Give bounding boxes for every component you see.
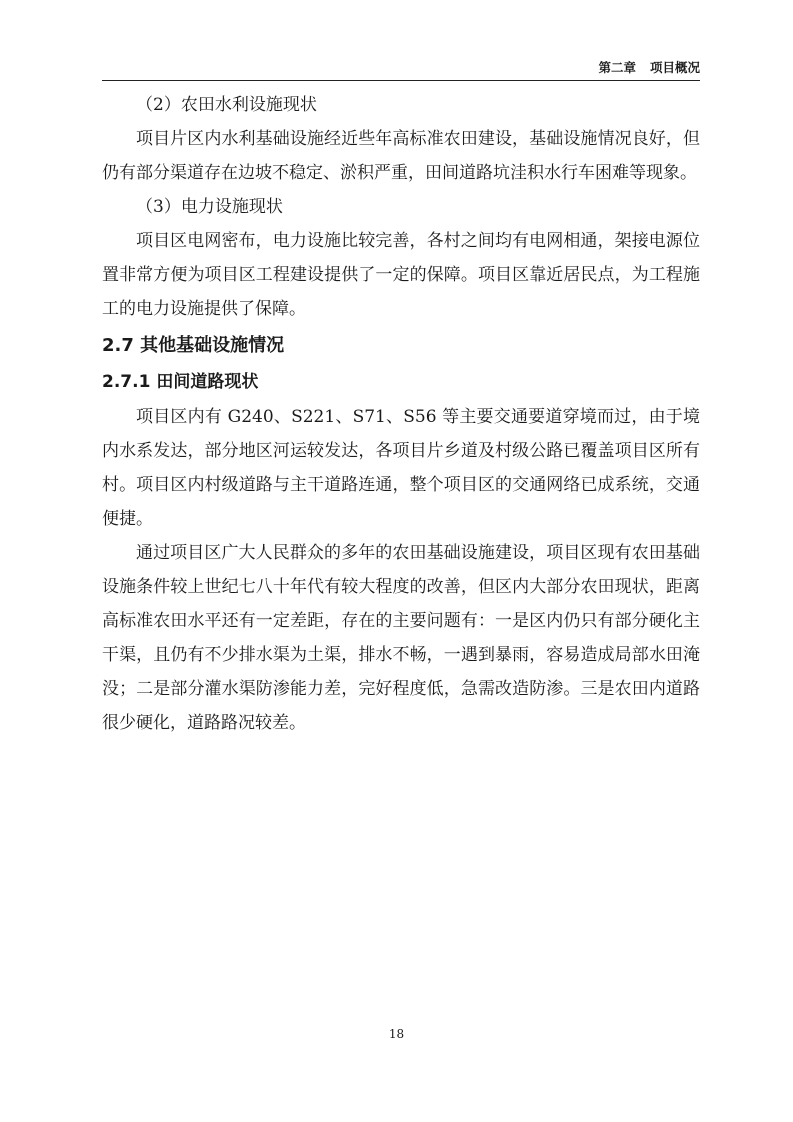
section-heading: 2.7 其他基础设施情况 — [102, 335, 285, 356]
paragraph-irrigation: 项目片区内水利基础设施经近些年高标准农田建设，基础设施情况良好，但仍有部分渠道存在边坡不稳定、淤积严重，田间道路坑洼积水行车困难等现象。 — [102, 129, 700, 183]
subheading-irrigation: （2）农田水利设施现状 — [136, 95, 317, 115]
header-title: 项目概况 — [649, 60, 700, 75]
subsection-heading: 2.7.1 田间道路现状 — [102, 372, 259, 392]
page-header — [102, 58, 700, 81]
page-number: 18 — [388, 1027, 405, 1041]
header-chapter: 第二章 — [598, 60, 636, 75]
page-content — [102, 88, 700, 740]
paragraph-roads-1: 项目区内有 G240、S221、S71、S56 等主要交通要道穿境而过，由于境内水系发达，部分地区河运较发达，各项目片乡道及村级公路已覆盖项目区所有村。项目区内村级道路与主干道路连通，整个项目区的交通网络已成系统，交通便捷。 — [102, 407, 700, 529]
subheading-power: （3）电力设施现状 — [136, 197, 283, 217]
paragraph-roads-2: 通过项目区广大人民群众的多年的农田基础设施建设，项目区现有农田基础设施条件较上世纪七八十年代有较大程度的改善，但区内大部分农田现状，距离高标准农田水平还有一定差距，存在的主要问题有：一是区内仍只有部分硬化主干渠，且仍有不少排水渠为土渠，排水不畅，一遇到暴雨，容易造成局部水田淹没；二是部分灌水渠防渗能力差，完好程度低，急需改造防渗。三是农田内道路很少硬化，道路路况较差。 — [102, 543, 700, 733]
paragraph-power: 项目区电网密布，电力设施比较完善，各村之间均有电网相通，架接电源位置非常方便为项目区工程建设提供了一定的保障。项目区靠近居民点，为工程施工的电力设施提供了保障。 — [102, 231, 700, 319]
